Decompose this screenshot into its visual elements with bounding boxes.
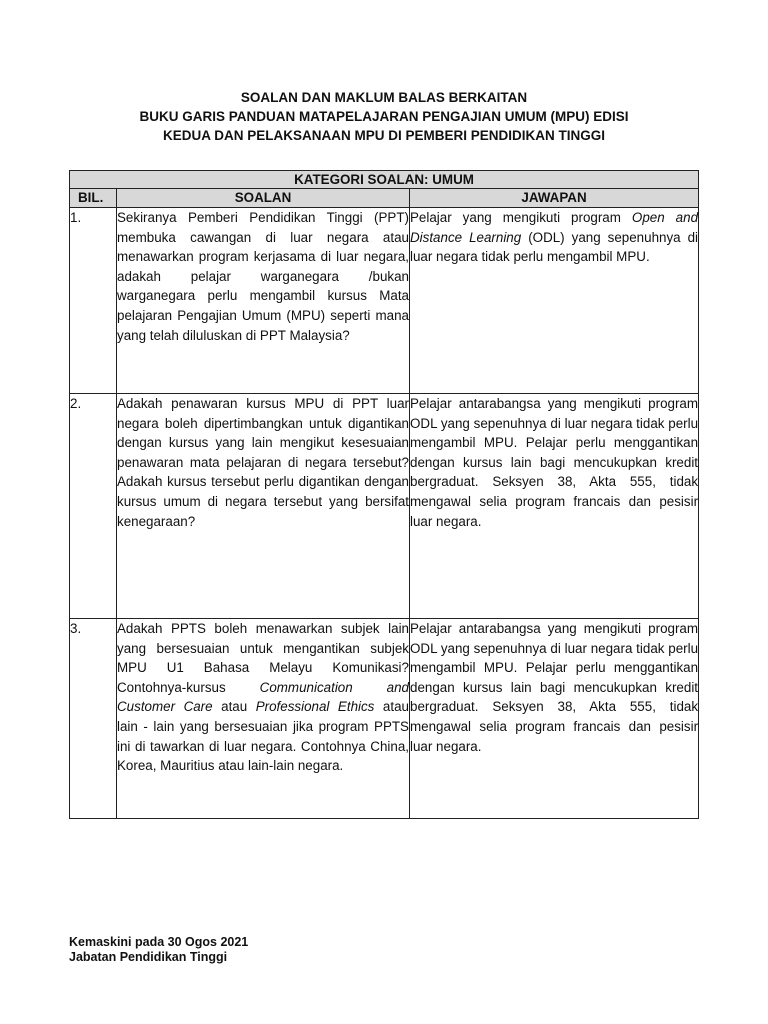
question-cell: Adakah penawaran kursus MPU di PPT luar negara boleh dipertimbangkan untuk digantikan dengan kursus yang lain mengikut kesesuaian penawaran mata pelajaran di negara tersebut? Adakah kursus tersebut perlu digantikan dengan kursus umum di negara tersebut yang bersifat kenegaraan? <box>117 394 410 619</box>
table-row <box>70 619 699 819</box>
answer-cell: Pelajar antarabangsa yang mengikuti program ODL yang sepenuhnya di luar negara tidak perlu mengambil MPU. Pelajar perlu menggantikan dengan kursus lain bagi mencukupkan kredit bergraduat. Seksyen 38, Akta 555, tidak mengawal selia program francais dan pesisir luar negara. <box>410 394 699 619</box>
answer-emphasis: Open and Distance Learning <box>410 210 699 245</box>
footer-updated: Kemaskini pada 30 Ogos 2021 <box>69 935 249 949</box>
answer-text: Pelajar yang mengikuti program <box>410 210 632 225</box>
footer <box>69 935 248 964</box>
category-header: KATEGORI SOALAN: UMUM <box>70 171 699 189</box>
document-title <box>0 88 768 145</box>
question-text: Adakah PPTS boleh menawarkan subjek lain yang bersesuaian untuk mengantikan subjek MPU U1 Bahasa Melayu Komunikasi? Contohnya-kursus <box>117 621 409 695</box>
footer-department: Jabatan Pendidikan Tinggi <box>69 949 228 964</box>
answer-text: (ODL) yang sepenuhnya di luar negara tidak perlu mengambil MPU. <box>410 229 699 265</box>
category-row <box>70 171 699 189</box>
table-row <box>70 394 699 619</box>
row-number: 3. <box>70 619 117 819</box>
column-header-answer: JAWAPAN <box>410 189 699 208</box>
header-row <box>70 189 699 208</box>
title-line-1: SOALAN DAN MAKLUM BALAS BERKAITAN <box>240 90 528 105</box>
column-header-question: SOALAN <box>117 189 410 208</box>
answer-cell: Pelajar antarabangsa yang mengikuti program ODL yang sepenuhnya di luar negara tidak perlu mengambil MPU. Pelajar perlu menggantikan dengan kursus lain bagi mencukupkan kredit bergraduat. Seksyen 38, Akta 555, tidak mengawal selia program francais dan pesisir luar negara. <box>410 619 699 819</box>
title-line-2: BUKU GARIS PANDUAN MATAPELAJARAN PENGAJIAN UMUM (MPU) EDISI <box>139 109 629 124</box>
question-text: atau <box>212 699 256 715</box>
question-cell: Sekiranya Pemberi Pendidikan Tinggi (PPT) membuka cawangan di luar negara atau menawarkan program kerjasama di luar negara, adakah pelajar warganegara /bukan warganegara perlu mengambil kursus Mata pelajaran Pengajian Umum (MPU) seperti mana yang telah diluluskan di PPT Malaysia? <box>117 208 410 394</box>
column-header-num: BIL. <box>70 189 117 208</box>
faq-table <box>69 170 699 819</box>
question-text: atau lain - lain yang bersesuaian jika program PPTS ini di tawarkan di luar negara. Contohnya China, Korea, Mauritius atau lain-lain negara. <box>117 699 409 774</box>
answer-cell <box>410 208 699 394</box>
row-number: 1. <box>70 208 117 394</box>
table-row <box>70 208 699 394</box>
row-number: 2. <box>70 394 117 619</box>
question-emphasis: Professional Ethics <box>255 699 375 715</box>
title-line-3: KEDUA DAN PELAKSANAAN MPU DI PEMBERI PENDIDIKAN TINGGI <box>162 128 606 143</box>
question-emphasis: Communication and Customer Care <box>117 679 410 715</box>
question-cell <box>117 619 410 819</box>
